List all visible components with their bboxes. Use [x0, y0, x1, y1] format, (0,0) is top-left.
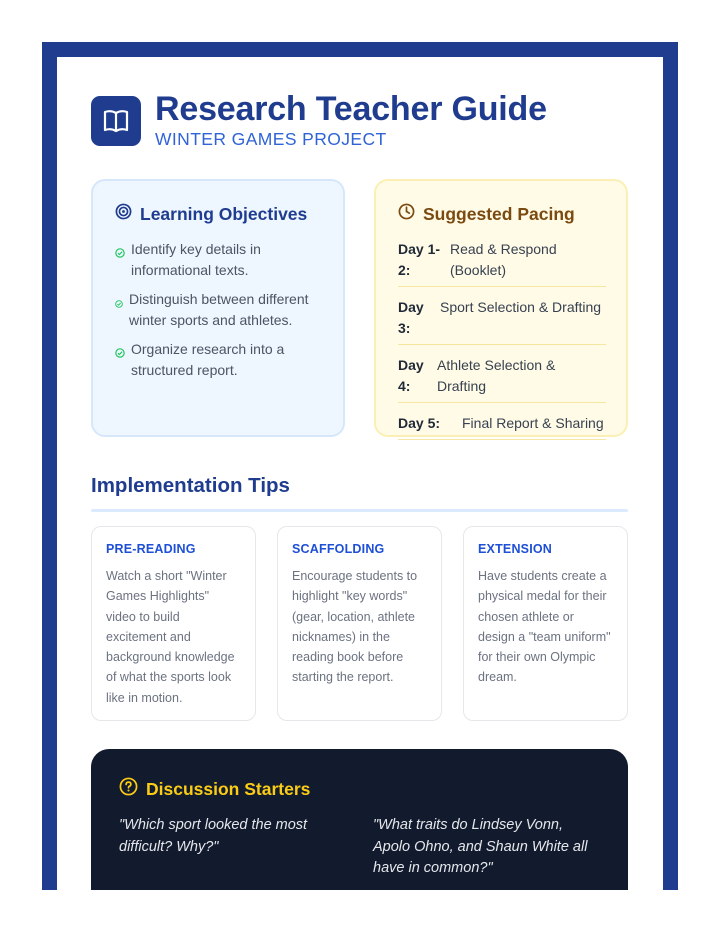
pacing-row	[398, 352, 606, 403]
learning-objectives-heading	[115, 203, 307, 225]
tip-title: EXTENSION	[478, 542, 553, 556]
objective-text: Identify key details in informational texts.	[131, 241, 261, 278]
discussion-starters-panel	[91, 749, 628, 890]
objective-item	[115, 239, 330, 281]
objectives-list	[115, 239, 330, 389]
pacing-day: Day 5:	[398, 415, 441, 431]
pacing-day: Day 3:	[398, 299, 424, 336]
book-icon	[91, 96, 141, 146]
pacing-row	[398, 410, 606, 440]
pacing-activity: Read & Respond (Booklet)	[450, 241, 557, 278]
guide-sheet	[57, 57, 663, 890]
check-circle-icon	[115, 293, 123, 314]
objective-item	[115, 339, 330, 381]
pacing-activity: Athlete Selection & Drafting	[437, 357, 556, 394]
suggested-pacing-title: Suggested Pacing	[423, 203, 575, 224]
tip-body: Have students create a physical medal for their chosen athlete or design a "team uniform" for their own Olympic dream.	[478, 569, 611, 685]
pacing-day: Day 4:	[398, 357, 424, 394]
page-subtitle: WINTER GAMES PROJECT	[155, 129, 387, 149]
tip-card-pre-reading	[91, 526, 256, 721]
learning-objectives-card	[91, 179, 345, 437]
pacing-list	[398, 236, 606, 447]
check-circle-icon	[115, 243, 125, 264]
discussion-quote: "What traits do Lindsey Vonn, Apolo Ohno, and Shaun White all have in common?"	[373, 817, 588, 876]
target-icon	[115, 203, 132, 225]
pacing-activity: Final Report & Sharing	[462, 415, 604, 431]
pacing-row	[398, 294, 606, 345]
objective-item	[115, 289, 330, 331]
implementation-tips-heading: Implementation Tips	[91, 474, 290, 497]
question-icon	[119, 777, 138, 801]
pacing-row	[398, 236, 606, 287]
tip-card-scaffolding	[277, 526, 442, 721]
tip-card-extension	[463, 526, 628, 721]
learning-objectives-title: Learning Objectives	[140, 203, 308, 224]
tip-title: SCAFFOLDING	[292, 542, 385, 556]
objective-text: Organize research into a structured report.	[131, 341, 285, 378]
tip-body: Watch a short "Winter Games Highlights" video to build excitement and background knowledge of what the sports look like in motion.	[106, 569, 235, 705]
clock-icon	[398, 203, 415, 225]
section-divider	[91, 509, 628, 512]
discussion-starters-heading	[119, 777, 310, 801]
pacing-day: Day 1-2:	[398, 241, 441, 278]
suggested-pacing-card	[374, 179, 628, 437]
suggested-pacing-heading	[398, 203, 575, 225]
objective-text: Distinguish between different winter sports and athletes.	[129, 291, 309, 328]
tip-title: PRE-READING	[106, 542, 196, 556]
discussion-quote: "Which sport looked the most difficult? Why?"	[119, 817, 308, 855]
page-title: Research Teacher Guide	[155, 90, 547, 128]
check-circle-icon	[115, 343, 125, 364]
pacing-activity: Sport Selection & Drafting	[440, 299, 602, 315]
tip-body: Encourage students to highlight "key words" (gear, location, athlete nicknames) in the reading book before starting the report.	[292, 569, 418, 685]
discussion-starters-title: Discussion Starters	[146, 778, 311, 799]
